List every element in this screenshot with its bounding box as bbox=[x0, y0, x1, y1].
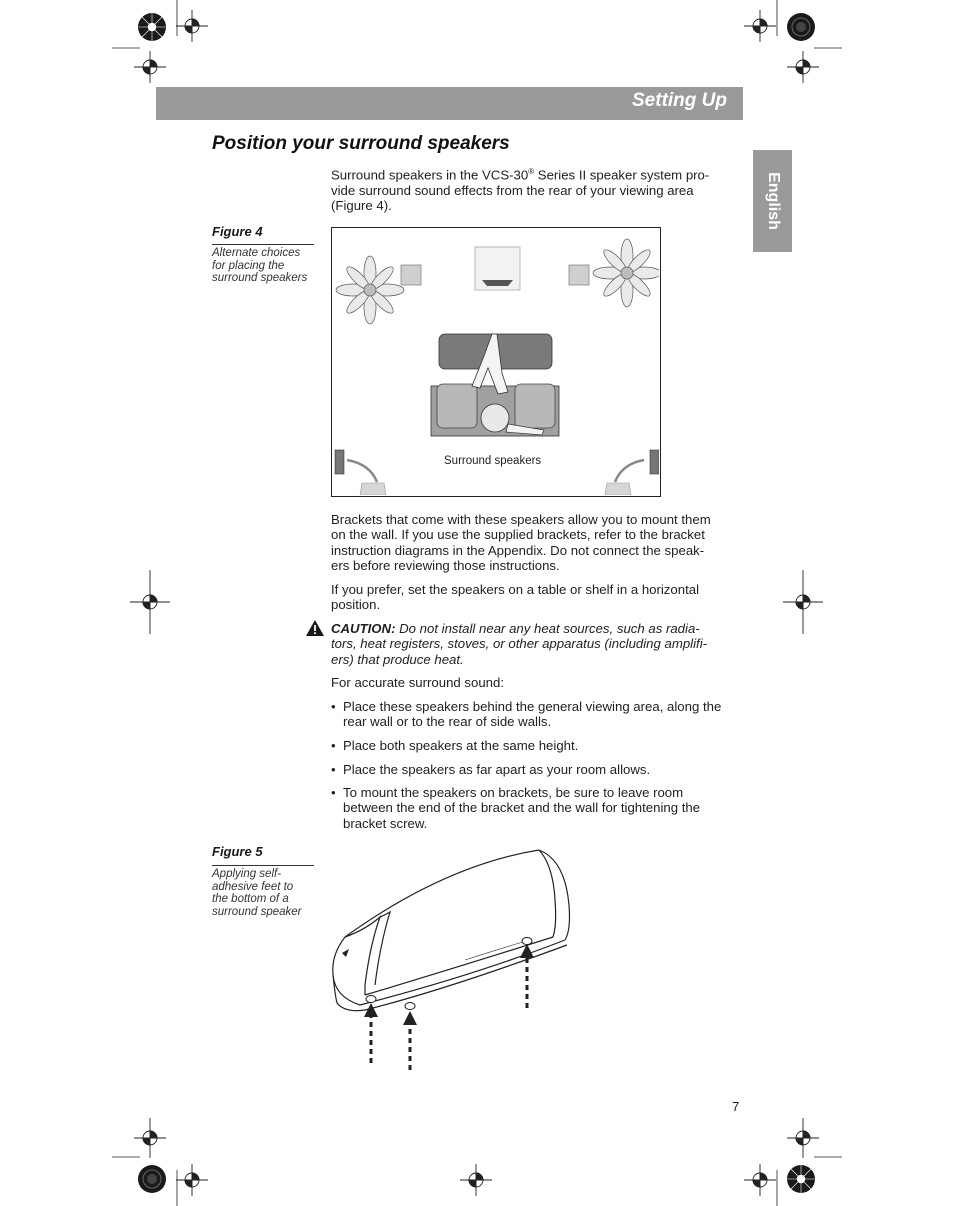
plant-icon bbox=[593, 239, 659, 307]
registration-mark-icon bbox=[787, 1118, 819, 1158]
list-item: • To mount the speakers on brackets, be sure to leave room between the end of the bracket and the wall for tightening the bracket screw. bbox=[331, 785, 701, 831]
figure-5-caption: Applying self- adhesive feet to the bottom of a surround speaker bbox=[212, 868, 302, 918]
figure-4-rule bbox=[212, 244, 314, 245]
surround-speakers-label: Surround speakers bbox=[444, 455, 542, 467]
registration-mark-icon bbox=[787, 51, 819, 83]
registration-mark-icon bbox=[134, 51, 166, 83]
registration-mark-icon bbox=[744, 10, 776, 42]
figure-5-rule bbox=[212, 865, 314, 866]
caution-label: CAUTION: bbox=[331, 621, 396, 636]
language-tab bbox=[753, 150, 792, 252]
registration-mark-icon bbox=[176, 10, 208, 42]
warning-triangle-icon bbox=[305, 619, 325, 637]
brackets-paragraph: Brackets that come with these speakers allow you to mount them on the wall. If you use the supplied brackets, refer to the bracket instruction diagrams in the Appendix. Do not connect the speak- ers before reviewing those instructions. bbox=[331, 512, 711, 574]
color-wheel-icon bbox=[137, 1164, 167, 1194]
figure-4-caption: Alternate choices for placing the surround speakers bbox=[212, 247, 308, 285]
table-shelf-paragraph: If you prefer, set the speakers on a table or shelf in a horizontal position. bbox=[331, 582, 700, 613]
speaker-feet-illustration bbox=[325, 845, 585, 1075]
registration-mark-icon bbox=[783, 570, 823, 634]
section-title: Position your surround speakers bbox=[212, 133, 510, 154]
list-item: • Place both speakers at the same height. bbox=[331, 738, 579, 753]
registration-mark-icon bbox=[176, 1164, 208, 1196]
intro-line: Surround speakers in the VCS-30® Series II speaker system pro- bbox=[331, 167, 710, 183]
registration-mark-icon bbox=[460, 1164, 492, 1196]
section-header-bar bbox=[156, 87, 743, 120]
figure-5-label: Figure 5 bbox=[212, 844, 263, 859]
intro-paragraph bbox=[331, 164, 751, 214]
color-wheel-icon bbox=[137, 12, 167, 42]
page-number: 7 bbox=[732, 1099, 740, 1114]
registration-mark-icon bbox=[134, 1118, 166, 1158]
figure-4-label: Figure 4 bbox=[212, 224, 263, 239]
caution-note: CAUTION: Do not install near any heat sources, such as radia- tors, heat registers, stoves, or other apparatus (including amplifi- ers) that produce heat. bbox=[331, 621, 708, 667]
registration-mark-icon bbox=[744, 1164, 776, 1196]
plant-icon bbox=[336, 256, 404, 324]
accurate-intro: For accurate surround sound: bbox=[331, 675, 504, 690]
color-wheel-icon bbox=[786, 12, 816, 42]
list-item: • Place these speakers behind the general viewing area, along the rear wall or to the rear of side walls. bbox=[331, 699, 722, 730]
figure-4-room-diagram bbox=[331, 227, 661, 497]
header-title: Setting Up bbox=[632, 90, 727, 111]
intro-line: vide surround sound effects from the rear of your viewing area bbox=[331, 182, 694, 198]
list-item: • Place the speakers as far apart as your room allows. bbox=[331, 762, 651, 777]
registration-mark-icon bbox=[130, 570, 170, 634]
registered-mark: ® bbox=[528, 167, 535, 176]
language-tab-label: English bbox=[764, 172, 782, 230]
intro-line: (Figure 4). bbox=[331, 198, 392, 214]
color-wheel-icon bbox=[786, 1164, 816, 1194]
